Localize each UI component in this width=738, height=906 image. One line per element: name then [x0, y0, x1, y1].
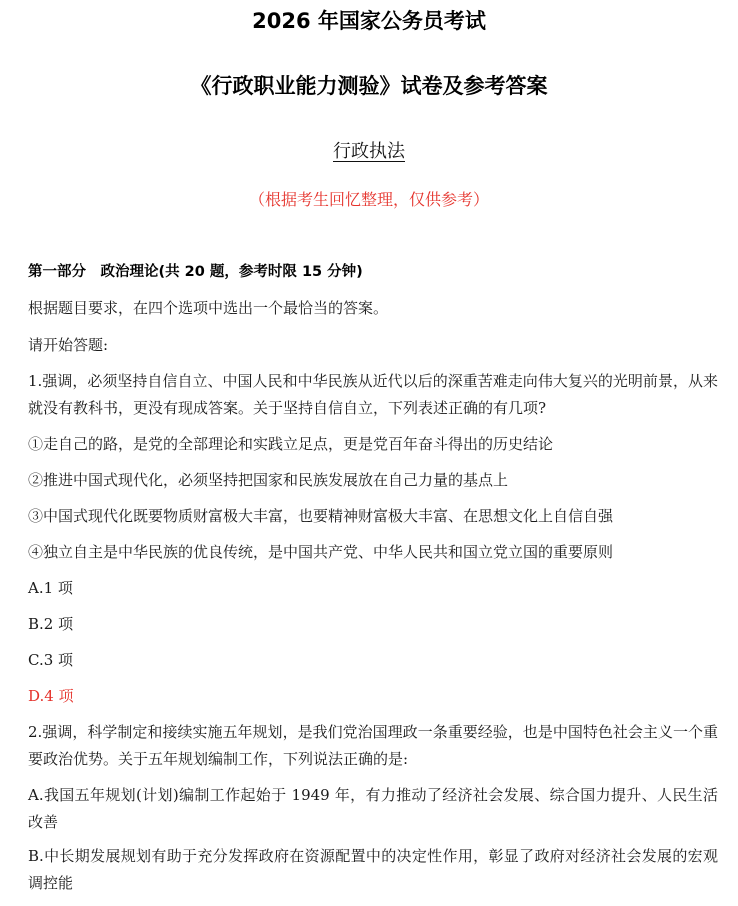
paper-title: 《行政职业能力测验》试卷及参考答案 [190, 74, 548, 98]
exam-title: 2026 年国家公务员考试 [252, 9, 486, 33]
question-1-option-c: C.3 项 [28, 651, 74, 669]
question-1-statement-2: ②推进中国式现代化，必须坚持把国家和民族发展放在自己力量的基点上 [28, 471, 509, 489]
question-1-statement-4: ④独立自主是中华民族的优良传统，是中国共产党、中华人民共和国立党立国的重要原则 [28, 543, 614, 561]
question-1-option-b: B.2 项 [28, 615, 74, 633]
subject-heading [0, 140, 738, 164]
question-1-statement-1: ①走自己的路，是党的全部理论和实践立足点，更是党百年奋斗得出的历史结论 [28, 435, 554, 453]
question-2-option-a: A.我国五年规划(计划)编制工作起始于 1949 年，有力推动了经济社会发展、综合国力提升、人民生活改善 [28, 786, 718, 831]
disclaimer-note: （根据考生回忆整理，仅供参考） [248, 190, 489, 209]
question-1-statement-3: ③中国式现代化既要物质财富极大丰富，也要精神财富极大丰富、在思想文化上自信自强 [28, 507, 614, 525]
question-2-stem: 2.强调，科学制定和接续实施五年规划，是我们党治国理政一条重要经验，也是中国特色社会主义一个重要政治优势。关于五年规划编制工作，下列说法正确的是: [28, 723, 718, 768]
question-1-option-a: A.1 项 [28, 579, 73, 597]
subject-label: 行政执法 [333, 141, 405, 162]
question-1-option-d-answer: D.4 项 [28, 687, 74, 705]
section-heading: 第一部分 政治理论(共 20 题，参考时限 15 分钟) [28, 264, 363, 280]
question-1-stem: 1.强调，必须坚持自信自立、中国人民和中华民族从近代以后的深重苦难走向伟大复兴的光明前景，从来就没有教科书，更没有现成答案。关于坚持自信自立，下列表述正确的有几项? [28, 372, 718, 417]
start-prompt: 请开始答题: [28, 336, 109, 354]
section-instruction: 根据题目要求，在四个选项中选出一个最恰当的答案。 [28, 299, 389, 317]
question-2-option-b: B.中长期发展规划有助于充分发挥政府在资源配置中的决定性作用，彰显了政府对经济社会发展的宏观调控能 [28, 847, 718, 892]
